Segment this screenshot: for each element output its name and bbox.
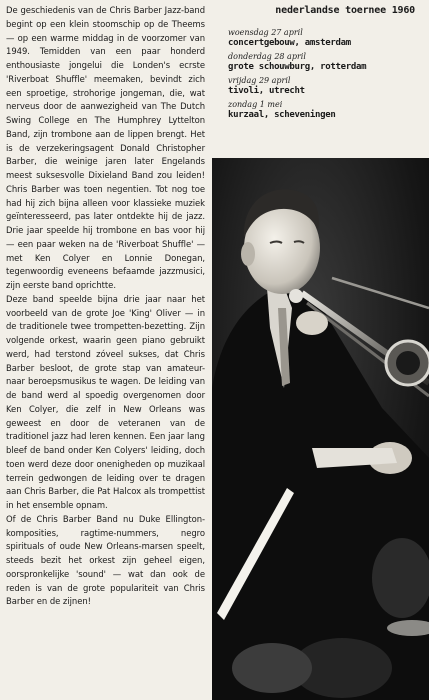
article-paragraph-3: Of de Chris Barber Band nu Duke Ellington-komposities, ragtime-nummers, negro spirituals of oude New Orleans-marsen speelt, steeds bezit het orkest zijn geheel eigen, oorspronkelijke 'sound' — wat dan ook de reden is van de grote populariteit van Chris Barber en de zijnen! [6,513,205,607]
tour-date: vrijdag 29 april [228,76,291,85]
tour-venue: tivoli, utrecht [228,86,305,96]
tour-date-item [228,28,418,49]
article-paragraph-1: De geschiedenis van de Chris Barber Jazz-band begint op een klein stoomschip op de Theems — op een warme middag in de voorzomer van 1949. Temidden van een paar honderd enthousiaste jongelui die Londen's ecrste 'Riverboat Shuffle' meemaken, bevindt zich een sproetige, strohorige jongeman, die, wat nerveus door de aanwezigheid van The Dutch Swing College en The Humphrey Lyttelton Band, zijn trombone aan de lippen brengt. Het is de verzekeringsagent Donald Christopher Barber, die weinige jaren later Engelands meest suksesvolle Dixieland Band zou leiden! Chris Barber was toen negentien. Tot nog toe had hij zich bijna alleen voor klassieke muziek geïnteresseerd, pas later ontdekte hij de jazz. Drie jaar speelde hij trombone en bas voor hij — een paar weken na de 'Riverboat Shuffle' — met Ken Colyer en Lonnie Donegan, tegenwoordig eveneens befaamde jazzmusici, zijn eerste band oprichtte. [6,5,205,290]
tour-date: donderdag 28 april [228,52,306,61]
tour-title: nederlandse toernee 1960 [275,5,415,16]
article-text [6,4,205,609]
trombonist-photo-image [212,158,429,700]
tour-venue: grote schouwburg, rotterdam [228,62,367,72]
tour-date-item [228,76,418,97]
tour-date: zondag 1 mei [228,100,283,109]
tour-date: woensdag 27 april [228,28,303,37]
trombonist-photo [212,158,429,700]
tour-date-item [228,100,418,121]
tour-venue: kurzaal, scheveningen [228,110,336,120]
tour-dates-list [228,28,418,124]
tour-date-item [228,52,418,73]
article-paragraph-2: Deze band speelde bijna drie jaar naar het voorbeeld van de grote Joe 'King' Oliver — in de traditionele twee trompetten-bezetting. Zijn volgende orkest, waarin geen piano gebruikt werd, had terstond zóveel sukses, dat Chris Barber besloot, de grote stap van amateur- naar beroepsmusikus te wagen. De leiding van de band werd al spoedig overgenomen door Ken Colyer, die zelf in New Orleans was geweest en door de veteranen van de traditionel jazz had leren kennen. Een jaar lang bleef de band onder Ken Colyers' leiding, doch toen werd deze door onenigheden op muzikaal terrein gedwongen de leiding over te dragen aan Chris Barber, die Pat Halcox als trompettist in het ensemble opnam. [6,293,205,510]
tour-venue: concertgebouw, amsterdam [228,38,351,48]
